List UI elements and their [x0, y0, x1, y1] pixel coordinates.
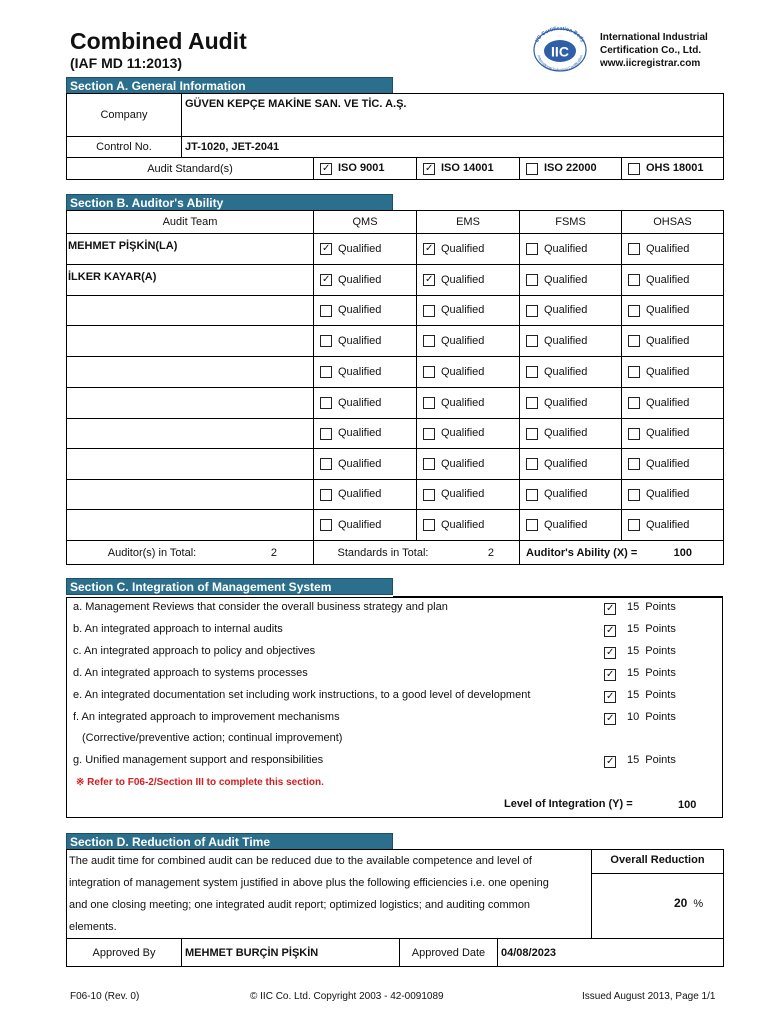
checkbox-fsms[interactable] [526, 489, 538, 501]
auditor-row [67, 480, 724, 510]
points-value: 15 [627, 667, 640, 679]
qualified-qms[interactable] [314, 419, 417, 449]
checkbox-fsms[interactable] [526, 243, 538, 255]
checkbox-ohsas[interactable] [628, 428, 640, 440]
logo-arc-bottom: International Industrial Certification [536, 54, 584, 72]
auditors-total-label: Auditor(s) in Total: [107, 546, 197, 559]
checkbox-fsms[interactable] [526, 366, 538, 378]
qualified-label: Qualified [338, 304, 382, 317]
qualified-label: Qualified [338, 396, 382, 409]
document-subtitle: (IAF MD 11:2013) [70, 55, 183, 71]
qualified-label: Qualified [646, 427, 690, 440]
integration-item-points [627, 754, 676, 766]
checkbox-ems[interactable] [423, 366, 435, 378]
integration-item-checkbox[interactable] [604, 691, 616, 703]
integration-item-checkbox[interactable] [604, 669, 616, 681]
checkbox-ohsas[interactable] [628, 305, 640, 317]
level-of-integration-value: 100 [678, 799, 697, 811]
checkbox-ohsas[interactable] [628, 274, 640, 286]
checkbox-ems[interactable] [423, 519, 435, 531]
checkbox-fsms[interactable] [526, 428, 538, 440]
checkbox-fsms[interactable] [526, 274, 538, 286]
footer-copyright: © IIC Co. Ltd. Copyright 2003 - 42-0091089 [250, 991, 444, 1002]
logo-arc-top: IIC Certification Body [534, 25, 586, 44]
qualified-label: Qualified [441, 334, 485, 347]
checkbox-fsms[interactable] [526, 397, 538, 409]
document-title: Combined Audit [70, 28, 247, 54]
integration-item-points [627, 689, 676, 701]
qualified-fsms[interactable] [520, 449, 622, 480]
qualified-ohsas[interactable] [622, 265, 724, 296]
col-header-audit-team: Audit Team [67, 211, 314, 234]
checkbox-iso-22000[interactable] [526, 163, 538, 175]
auditor-name[interactable] [67, 419, 314, 449]
qualified-label: Qualified [646, 334, 690, 347]
checkbox-qms[interactable] [320, 305, 332, 317]
section-a-header: Section A. General Information [66, 77, 393, 94]
checkbox-qms[interactable] [320, 458, 332, 470]
points-value: 15 [627, 754, 640, 766]
audit-standards-label: Audit Standard(s) [67, 158, 314, 180]
checkbox-ohsas[interactable] [628, 489, 640, 501]
auditor-ability-cell [520, 541, 724, 565]
checkbox-ohsas[interactable] [628, 397, 640, 409]
qualified-label: Qualified [338, 457, 382, 470]
approved-date-label: Approved Date [400, 939, 498, 967]
points-value: 15 [627, 601, 640, 613]
qualified-label: Qualified [646, 304, 690, 317]
checkbox-ohsas[interactable] [628, 458, 640, 470]
qualified-label: Qualified [338, 518, 382, 531]
reduction-description [67, 850, 592, 939]
checkbox-ems[interactable] [423, 335, 435, 347]
qualified-label: Qualified [544, 304, 588, 317]
standards-total-value: 2 [487, 546, 494, 559]
checkbox-fsms[interactable] [526, 458, 538, 470]
integration-item-points [627, 623, 676, 635]
checkbox-ems[interactable] [423, 305, 435, 317]
qualified-qms[interactable] [314, 357, 417, 388]
iic-logo [528, 24, 592, 72]
points-value: 15 [627, 623, 640, 635]
points-unit: Points [645, 689, 676, 701]
checkbox-ohs-18001[interactable] [628, 163, 640, 175]
qualified-label: Qualified [544, 396, 588, 409]
control-no-label: Control No. [67, 137, 182, 158]
qualified-label: Qualified [646, 488, 690, 501]
qualified-ohsas[interactable] [622, 326, 724, 357]
auditor-row [67, 388, 724, 419]
qualified-label: Qualified [441, 396, 485, 409]
approved-date-value: 04/08/2023 [498, 939, 724, 967]
checkbox-ems[interactable] [423, 243, 435, 255]
description-line-2: integration of management system justified in above plus the following efficiencies i.e. one opening [69, 877, 549, 889]
qualified-ems[interactable] [417, 326, 520, 357]
qualified-label: Qualified [441, 518, 485, 531]
qualified-label: Qualified [441, 304, 485, 317]
qualified-label: Qualified [646, 518, 690, 531]
qualified-ems[interactable] [417, 449, 520, 480]
qualified-qms[interactable] [314, 265, 417, 296]
auditor-ability-value: 100 [673, 546, 692, 559]
auditor-ability-table [66, 210, 724, 565]
col-header-ohsas: OHSAS [622, 211, 724, 234]
checkbox-fsms[interactable] [526, 519, 538, 531]
qualified-ems[interactable] [417, 388, 520, 419]
integration-item-text: a. Management Reviews that consider the overall business strategy and plan [73, 601, 448, 613]
qualified-label: Qualified [544, 365, 588, 378]
section-c-note: ※ Refer to F06-2/Section III to complete this section. [76, 777, 324, 788]
qualified-label: Qualified [441, 273, 485, 286]
control-no-value: JT-1020, JET-2041 [182, 137, 724, 158]
qualified-ems[interactable] [417, 234, 520, 265]
qualified-label: Qualified [544, 334, 588, 347]
auditor-name[interactable] [67, 296, 314, 326]
logo-text: IIC [551, 43, 569, 60]
checkbox-fsms[interactable] [526, 335, 538, 347]
qualified-label: Qualified [646, 457, 690, 470]
qualified-qms[interactable] [314, 296, 417, 326]
qualified-qms[interactable] [314, 510, 417, 541]
points-value: 15 [627, 689, 640, 701]
checkbox-ems[interactable] [423, 274, 435, 286]
section-c-header: Section C. Integration of Management System [66, 578, 393, 595]
points-unit: Points [645, 667, 676, 679]
qualified-label: Qualified [544, 242, 588, 255]
integration-item-text: c. An integrated approach to policy and objectives [73, 645, 316, 657]
qualified-ohsas[interactable] [622, 388, 724, 419]
qualified-ems[interactable] [417, 419, 520, 449]
auditor-name[interactable]: İLKER KAYAR(A) [67, 265, 314, 296]
integration-item-checkbox[interactable] [604, 713, 616, 725]
level-of-integration-label: Level of Integration (Y) = [504, 798, 633, 810]
qualified-label: Qualified [646, 273, 690, 286]
qualified-label: Qualified [544, 457, 588, 470]
approved-by-value: MEHMET BURÇİN PİŞKİN [182, 939, 400, 967]
qualified-label: Qualified [544, 488, 588, 501]
qualified-qms[interactable] [314, 234, 417, 265]
qualified-fsms[interactable] [520, 388, 622, 419]
checkbox-qms[interactable] [320, 397, 332, 409]
qualified-label: Qualified [338, 242, 382, 255]
qualified-qms[interactable] [314, 480, 417, 510]
company-value: GÜVEN KEPÇE MAKİNE SAN. VE TİC. A.Ş. [182, 94, 724, 137]
auditor-row [67, 449, 724, 480]
integration-item-text: f. An integrated approach to improvement mechanisms [73, 711, 340, 723]
auditor-name[interactable] [67, 326, 314, 357]
qualified-ems[interactable] [417, 296, 520, 326]
standards-total-cell [314, 541, 520, 565]
integration-item-text: d. An integrated approach to systems processes [73, 667, 308, 679]
qualified-label: Qualified [338, 334, 382, 347]
checkbox-qms[interactable] [320, 489, 332, 501]
qualified-ohsas[interactable] [622, 449, 724, 480]
org-name-line2: Certification Co., Ltd. [600, 45, 702, 56]
auditors-total-value: 2 [270, 546, 277, 559]
standard-ohs-18001[interactable]: OHS 18001 [622, 158, 724, 180]
integration-item-text: g. Unified management support and responsibilities [73, 754, 324, 766]
integration-item-checkbox[interactable] [604, 647, 616, 659]
col-header-qms: QMS [314, 211, 417, 234]
integration-item-points [627, 711, 676, 723]
approved-by-label: Approved By [67, 939, 182, 967]
qualified-label: Qualified [338, 365, 382, 378]
checkbox-iso-9001[interactable] [320, 163, 332, 175]
qualified-ohsas[interactable] [622, 296, 724, 326]
auditor-name[interactable] [67, 449, 314, 480]
auditor-name[interactable] [67, 357, 314, 388]
qualified-qms[interactable] [314, 449, 417, 480]
item-f-subtext: (Corrective/preventive action; continual improvement) [82, 732, 343, 744]
qualified-fsms[interactable] [520, 480, 622, 510]
checkbox-ohsas[interactable] [628, 366, 640, 378]
points-value: 10 [627, 711, 640, 723]
checkbox-ems[interactable] [423, 489, 435, 501]
checkbox-fsms[interactable] [526, 305, 538, 317]
checkbox-qms[interactable] [320, 274, 332, 286]
standard-iso-14001[interactable]: ✓ ISO 14001 [417, 158, 520, 180]
qualified-label: Qualified [544, 273, 588, 286]
qualified-qms[interactable] [314, 388, 417, 419]
qualified-label: Qualified [646, 365, 690, 378]
company-label: Company [67, 94, 182, 137]
points-unit: Points [645, 645, 676, 657]
qualified-fsms[interactable] [520, 419, 622, 449]
col-header-fsms: FSMS [520, 211, 622, 234]
auditor-name[interactable] [67, 388, 314, 419]
audit-time-table [66, 849, 724, 967]
points-unit: Points [645, 754, 676, 766]
qualified-ohsas[interactable] [622, 234, 724, 265]
qualified-fsms[interactable] [520, 296, 622, 326]
qualified-ohsas[interactable] [622, 510, 724, 541]
qualified-ems[interactable] [417, 510, 520, 541]
qualified-label: Qualified [441, 488, 485, 501]
qualified-ohsas[interactable] [622, 357, 724, 388]
auditor-row [67, 296, 724, 326]
org-name-line1: International Industrial [600, 32, 708, 43]
auditor-row [67, 357, 724, 388]
qualified-ems[interactable] [417, 265, 520, 296]
qualified-qms[interactable] [314, 326, 417, 357]
qualified-label: Qualified [441, 365, 485, 378]
qualified-label: Qualified [338, 427, 382, 440]
qualified-fsms[interactable] [520, 265, 622, 296]
section-d-header: Section D. Reduction of Audit Time [66, 833, 393, 850]
overall-reduction-unit: % [693, 898, 704, 910]
standard-iso-9001[interactable]: ✓ ISO 9001 [314, 158, 417, 180]
integration-item-checkbox[interactable] [604, 625, 616, 637]
qualified-fsms[interactable] [520, 326, 622, 357]
qualified-label: Qualified [544, 427, 588, 440]
checkbox-ohsas[interactable] [628, 243, 640, 255]
footer-form-id: F06-10 (Rev. 0) [70, 991, 140, 1002]
qualified-ems[interactable] [417, 480, 520, 510]
auditor-row [67, 510, 724, 541]
integration-item-text: e. An integrated documentation set including work instructions, to a good level of development [73, 689, 531, 701]
overall-reduction-value: 20 [674, 896, 688, 910]
qualified-ohsas[interactable] [622, 480, 724, 510]
checkbox-qms[interactable] [320, 428, 332, 440]
checkbox-iso-14001[interactable] [423, 163, 435, 175]
qualified-label: Qualified [646, 242, 690, 255]
overall-reduction-label: Overall Reduction [592, 850, 723, 874]
col-header-ems: EMS [417, 211, 520, 234]
auditor-name[interactable] [67, 510, 314, 541]
auditor-row [67, 265, 724, 296]
checkbox-ems[interactable] [423, 458, 435, 470]
qualified-ems[interactable] [417, 357, 520, 388]
standards-total-label: Standards in Total: [337, 546, 429, 559]
checkbox-ems[interactable] [423, 397, 435, 409]
checkbox-qms[interactable] [320, 366, 332, 378]
checkbox-qms[interactable] [320, 519, 332, 531]
qualified-fsms[interactable] [520, 357, 622, 388]
section-b-header: Section B. Auditor's Ability [66, 194, 393, 211]
checkbox-ohsas[interactable] [628, 335, 640, 347]
checkbox-qms[interactable] [320, 243, 332, 255]
org-url: www.iicregistrar.com [600, 58, 701, 69]
qualified-label: Qualified [338, 488, 382, 501]
description-line-4: elements. [69, 921, 117, 933]
checkbox-qms[interactable] [320, 335, 332, 347]
auditor-row [67, 234, 724, 265]
points-unit: Points [645, 623, 676, 635]
qualified-label: Qualified [338, 273, 382, 286]
auditor-name[interactable] [67, 480, 314, 510]
checkbox-ems[interactable] [423, 428, 435, 440]
standard-iso-22000[interactable]: ISO 22000 [520, 158, 622, 180]
overall-reduction-cell [592, 850, 724, 939]
qualified-label: Qualified [646, 396, 690, 409]
integration-item-text: b. An integrated approach to internal audits [73, 623, 283, 635]
description-line-3: and one closing meeting; one integrated audit report; optimized logistics; and auditing common [69, 899, 531, 911]
points-unit: Points [645, 601, 676, 613]
footer-issued: Issued August 2013, Page 1/1 [582, 991, 716, 1002]
auditor-name[interactable]: MEHMET PİŞKİN(LA) [67, 234, 314, 265]
integration-item-points [627, 645, 676, 657]
points-value: 15 [627, 645, 640, 657]
points-unit: Points [645, 711, 676, 723]
auditor-row [67, 419, 724, 449]
integration-item-checkbox[interactable] [604, 603, 616, 615]
integration-item-points [627, 601, 676, 613]
qualified-label: Qualified [441, 457, 485, 470]
qualified-label: Qualified [441, 242, 485, 255]
auditor-row [67, 326, 724, 357]
qualified-fsms[interactable] [520, 510, 622, 541]
auditors-total-cell [67, 541, 314, 565]
integration-item-checkbox[interactable] [604, 756, 616, 768]
auditor-ability-label: Auditor's Ability (X) = [526, 546, 638, 559]
description-line-1: The audit time for combined audit can be reduced due to the available competence and level of [69, 855, 532, 867]
general-info-table [66, 93, 724, 180]
integration-item-points [627, 667, 676, 679]
checkbox-ohsas[interactable] [628, 519, 640, 531]
qualified-fsms[interactable] [520, 234, 622, 265]
qualified-label: Qualified [441, 427, 485, 440]
qualified-label: Qualified [544, 518, 588, 531]
qualified-ohsas[interactable] [622, 419, 724, 449]
